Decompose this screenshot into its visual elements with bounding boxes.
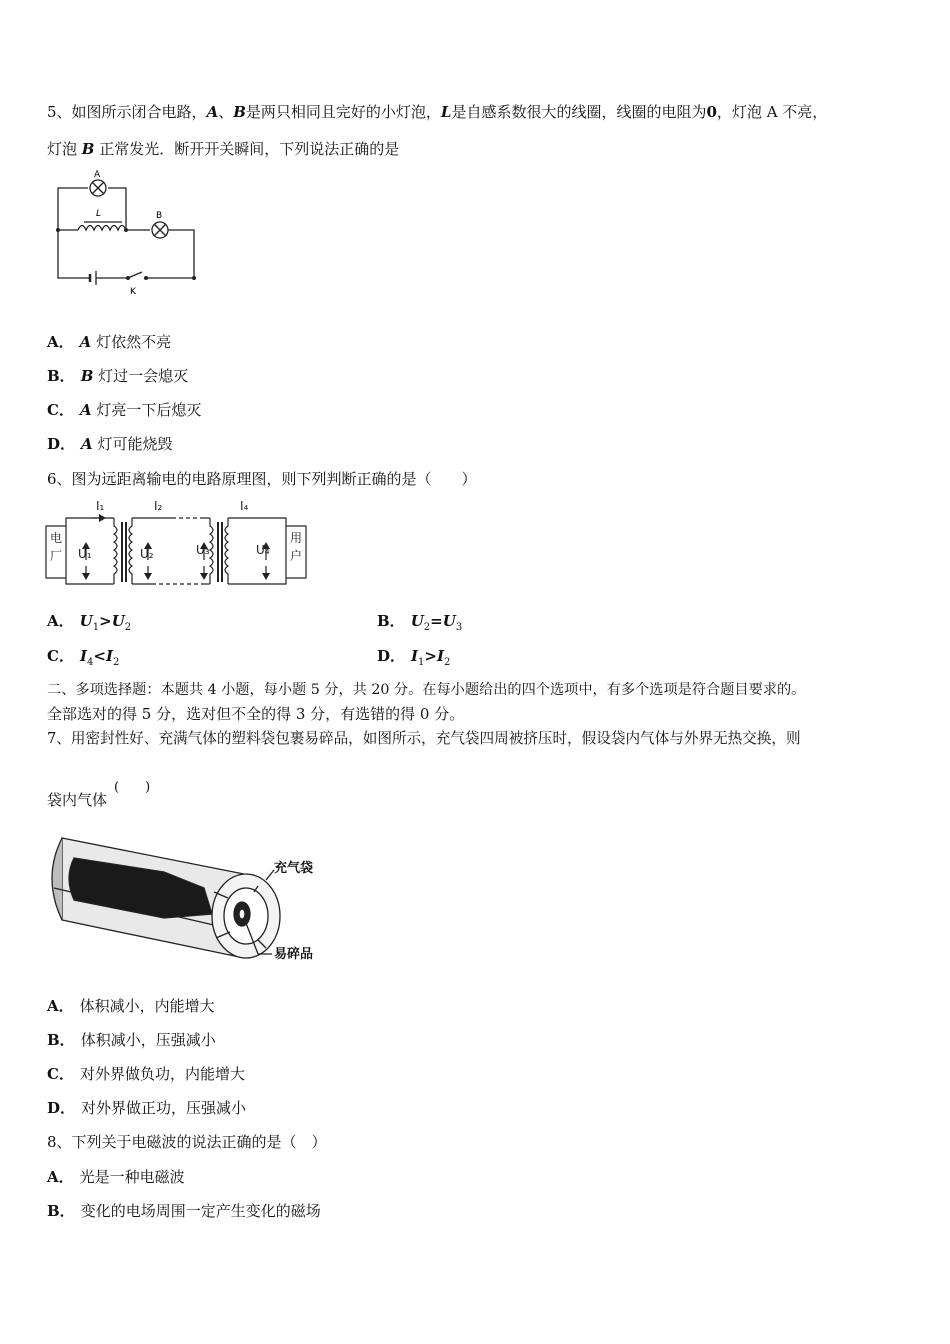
q7-option-c[interactable]: C． 对外界做负功，内能增大 xyxy=(47,1065,245,1083)
label-i2: I₂ xyxy=(154,499,163,513)
q5-stem-line1: 5、如图所示闭合电路，A、B是两只相同且完好的小灯泡，L是自感系数很大的线圈，线圈的电阻为0，灯泡 A 不亮， xyxy=(47,103,828,121)
q7-paren: ( ) xyxy=(114,780,151,795)
section2-line1: 二、多项选择题：本题共 4 小题，每小题 5 分，共 20 分。在每小题给出的四个选项中，有多个选项是符合题目要求的。 xyxy=(47,682,806,698)
label-i4: I₄ xyxy=(240,499,249,513)
q5-option-b[interactable]: B． B 灯过一会熄灭 xyxy=(47,367,189,385)
label-l: L xyxy=(96,209,102,219)
label-u1: U₁ xyxy=(78,547,92,561)
q8-option-a[interactable]: A． 光是一种电磁波 xyxy=(47,1168,185,1186)
label-plant-2: 厂 xyxy=(50,549,63,563)
q5-stem-line2: 灯泡 B 正常发光．断开开关瞬间，下列说法正确的是 xyxy=(47,140,400,158)
q6-option-c[interactable]: C． $I_4<I_2$ xyxy=(47,647,120,668)
q8-option-b[interactable]: B． 变化的电场周围一定产生变化的磁场 xyxy=(47,1202,321,1220)
q6-option-b[interactable]: B． $U_2=U_3$ xyxy=(377,612,463,633)
label-u2: U₂ xyxy=(140,547,154,561)
q7-option-a[interactable]: A． 体积减小，内能增大 xyxy=(47,997,215,1015)
label-fragile-item: 易碎品 xyxy=(274,947,314,962)
q5-option-a[interactable]: A． A 灯依然不亮 xyxy=(47,333,172,351)
label-k: K xyxy=(130,287,136,297)
label-b: B xyxy=(156,211,163,221)
label-i1: I₁ xyxy=(96,499,105,513)
q5-option-c[interactable]: C． A 灯亮一下后熄灭 xyxy=(47,401,202,419)
label-u4: U₄ xyxy=(256,543,270,557)
q7-stem-line2: 袋内气体 xyxy=(47,791,108,809)
q7-option-d[interactable]: D． 对外界做正功，压强减小 xyxy=(47,1099,247,1117)
label-airbag: 充气袋 xyxy=(274,861,314,876)
q6-option-d[interactable]: D． $I_1>I_2$ xyxy=(377,647,451,668)
q7-airbag-figure xyxy=(44,830,324,965)
label-u3: U₃ xyxy=(196,543,210,557)
q7-stem-line1: 7、用密封性好、充满气体的塑料袋包裹易碎品，如图所示，充气袋四周被挤压时，假设袋内气体与外界无热交换，则 xyxy=(47,730,801,747)
q6-transmission-figure xyxy=(44,496,309,591)
q7-option-b[interactable]: B． 体积减小，压强减小 xyxy=(47,1031,216,1049)
label-plant-1: 电 xyxy=(50,531,63,545)
label-user-1: 用 xyxy=(290,531,303,545)
q5-circuit-figure xyxy=(50,168,200,298)
label-a: A xyxy=(94,170,101,180)
q6-stem: 6、图为远距离输电的电路原理图，则下列判断正确的是（ ） xyxy=(47,470,477,488)
q8-stem: 8、下列关于电磁波的说法正确的是（ ） xyxy=(47,1133,327,1151)
label-user-2: 户 xyxy=(290,549,303,563)
section2-line2: 全部选对的得 5 分，选对但不全的得 3 分，有选错的得 0 分。 xyxy=(47,705,465,723)
q6-option-a[interactable]: A． $U_1>U_2$ xyxy=(47,612,132,633)
q5-option-d[interactable]: D． A 灯可能烧毁 xyxy=(47,435,173,453)
